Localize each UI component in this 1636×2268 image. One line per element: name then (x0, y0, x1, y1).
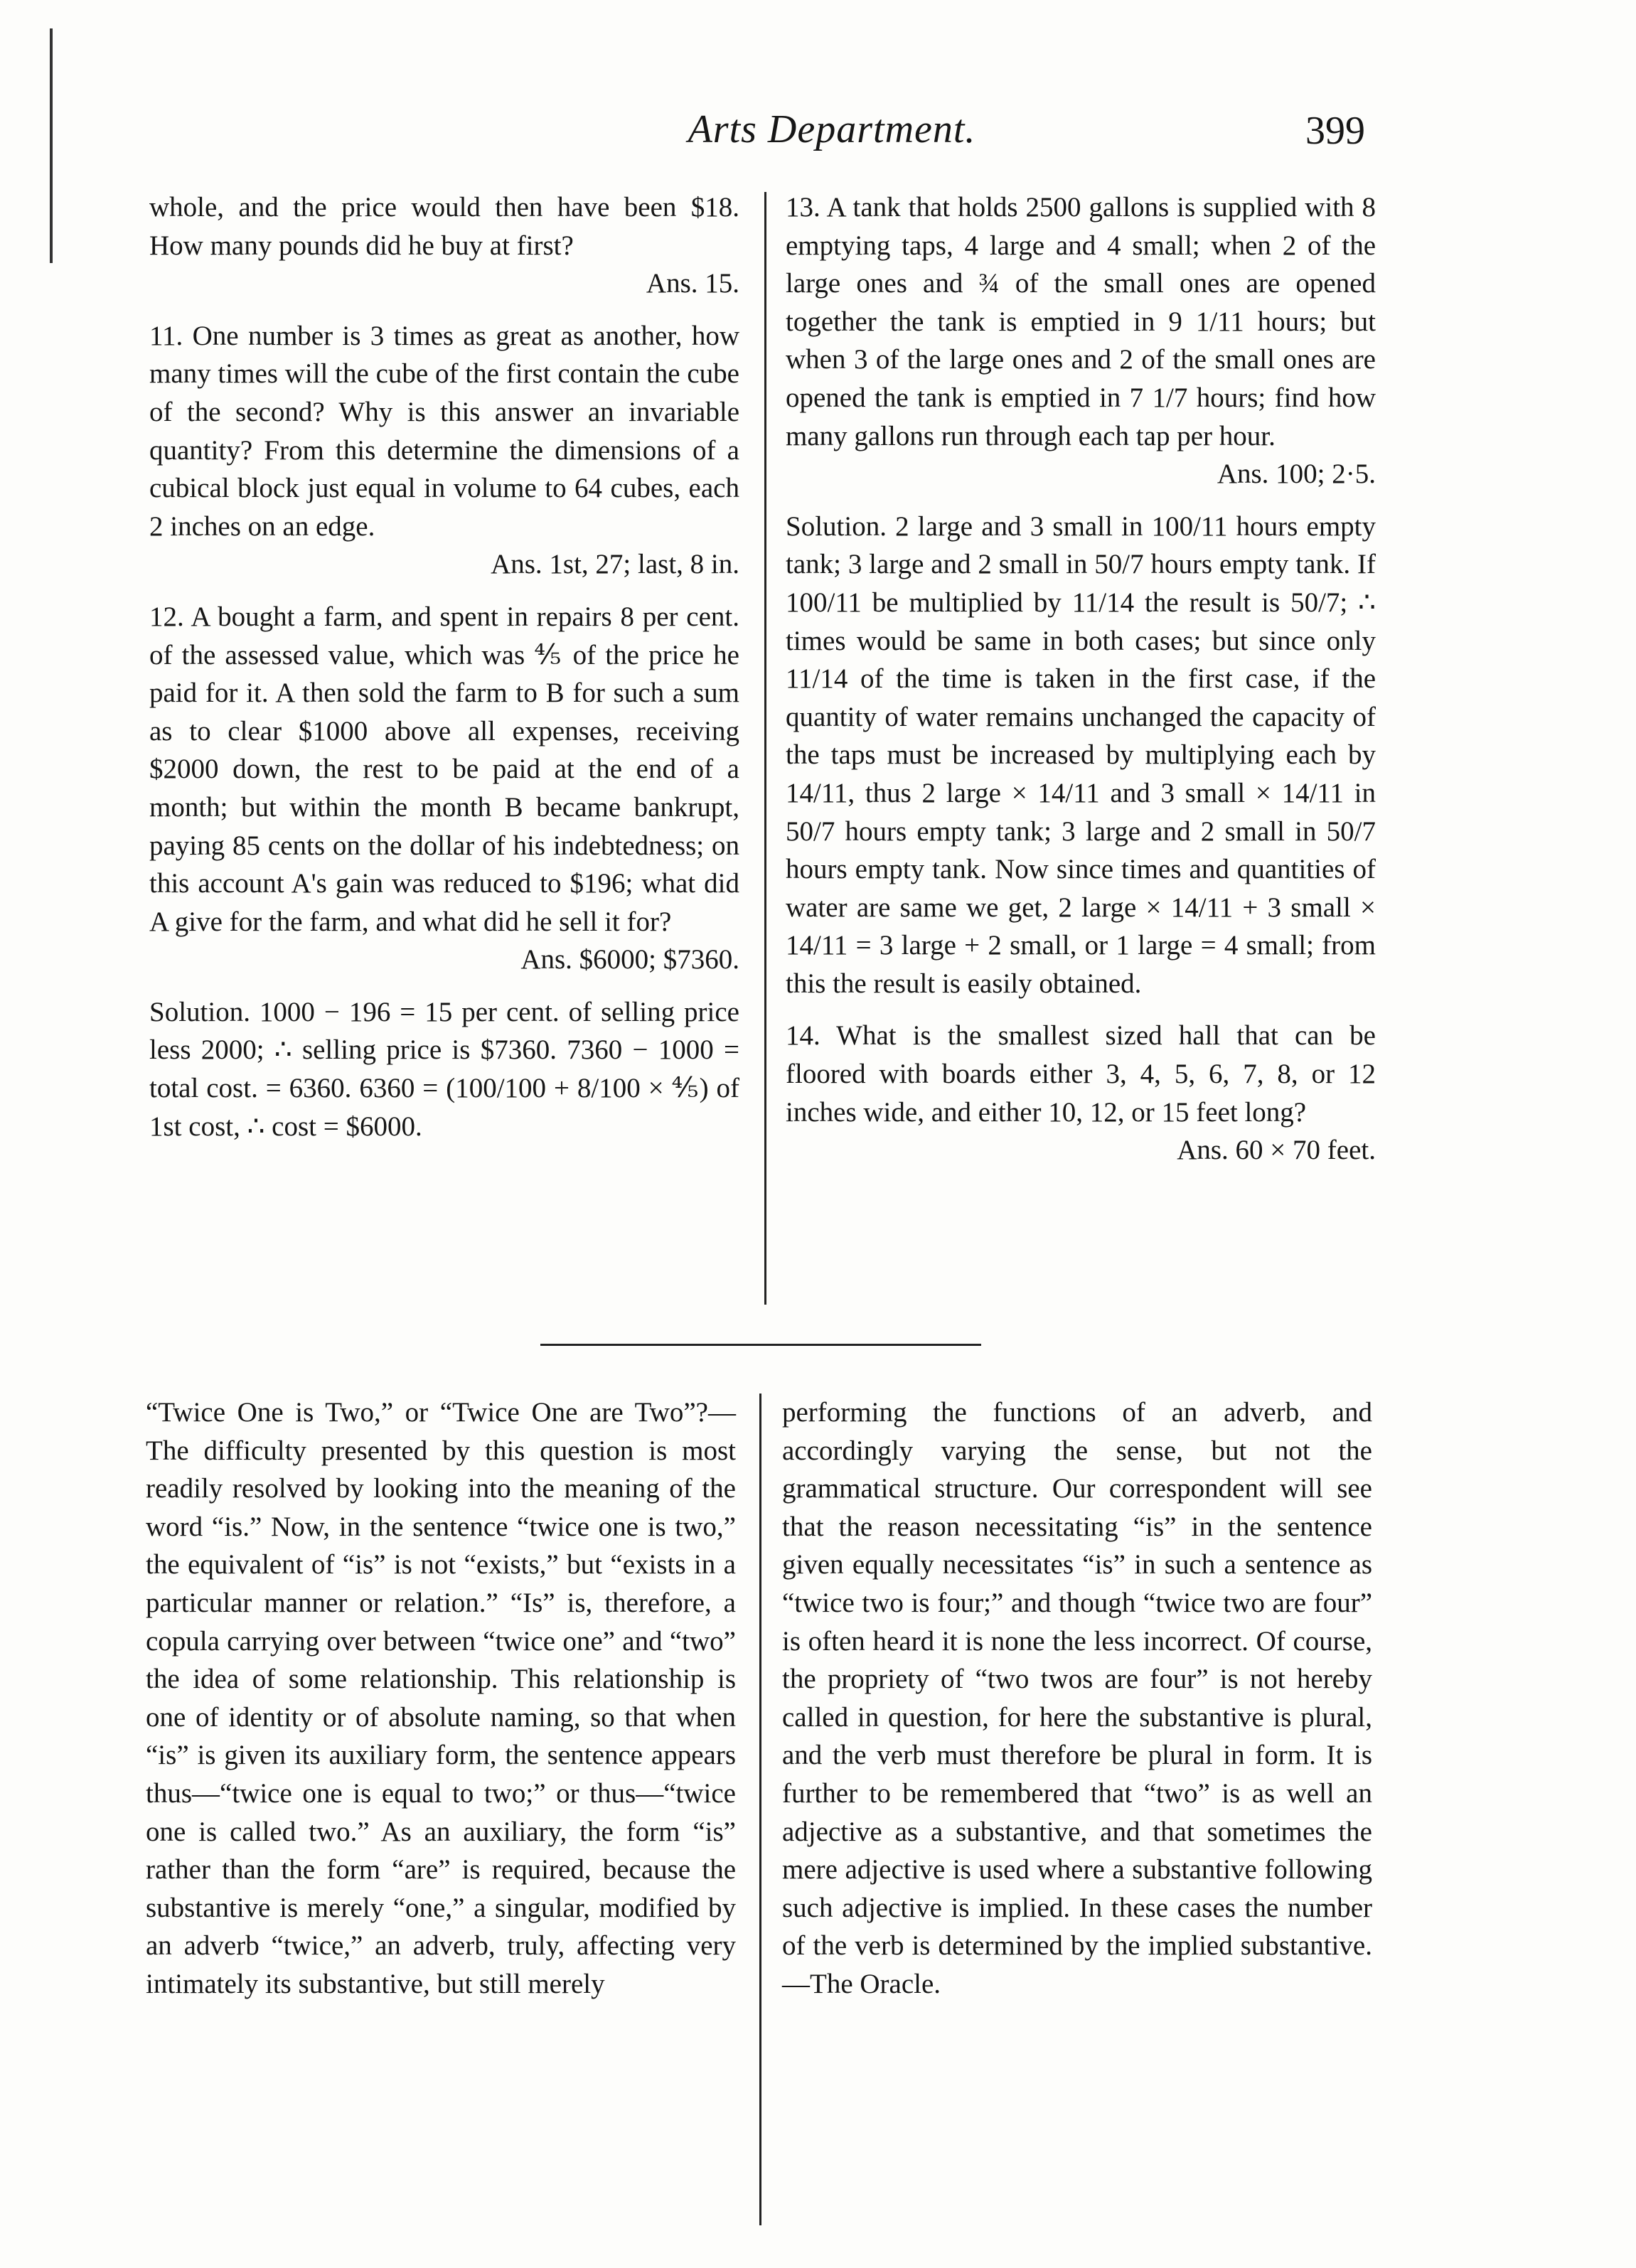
article-part-1: “Twice One is Two,” or “Twice One are Two”?—The difficulty presented by this question is most readily resolved by looking into the meaning of the word “is.” Now, in the sentence “twice one is two,” the equivalent of “is” is not “exists,” but “exists in a particular manner or relation.” “Is” is, therefore, a copula carrying over between “twice one” and “two” the idea of some relationship. This relationship is one of identity or of absolute naming, so that when “is” is given its auxiliary form, the sentence appears thus—“twice one is equal to two;” or thus—“twice one is called two.” As an auxiliary, the form “is” rather than the form “are” is required, because the substantive is merely “one,” a singular, modified by an adverb “twice,” an adverb, truly, affecting very intimately its substantive, but still merely (146, 1397, 736, 1999)
question-13: 13. A tank that holds 2500 gallons is supplied with 8 emptying taps, 4 large and 4 small; when 2 of the large ones and ¾ of the small ones are opened together the tank is emptied in 9 1/11 hours; but when 3 of the large ones and 2 of the small ones are opened the tank is emptied in 7 1/7 hours; find how many gallons run through each tap per hour. (786, 192, 1376, 451)
answer-12: Ans. $6000; $7360. (520, 944, 739, 975)
question-12: 12. A bought a farm, and spent in repairs 8 per cent. of the assessed value, which was ⅘ of the price he paid for it. A then sold the farm to B for such a sum as to clear $1000 above all expenses, receiving $2000 down, the rest to be paid at the end of a month; but within the month B became bankrupt, paying 85 cents on the dollar of his indebtedness; on this account A's gain was reduced to $196; what did A give for the farm, and what did he sell it for? (149, 601, 739, 937)
page-number: 399 (1305, 109, 1365, 153)
continuation-paragraph: whole, and the price would then have been $18. How many pounds did he buy at first? (149, 192, 739, 261)
section-divider (540, 1344, 981, 1346)
column-divider-lower (759, 1394, 761, 2225)
solution-13: Solution. 2 large and 3 small in 100/11 hours empty tank; 3 large and 2 small in 50/7 hours empty tank. If 100/11 be multiplied by 11/14 the result is 50/7; ∴ times would be same in both cases; but since only 11/14 of the time is taken in the first case, if the quantity of water remains unchanged the capacity of the taps must be increased by multiplying each by 14/11, thus 2 large × 14/11 and 3 small × 14/11 in 50/7 hours empty tank; 3 large and 2 small in 50/7 hours empty tank. Now since times and quantities of water are same we get, 2 large × 14/11 + 3 small × 14/11 = 3 large + 2 small, or 1 large = 4 small; from this the result is easily obtained. (786, 510, 1376, 999)
question-14: 14. What is the smallest sized hall that can be floored with boards either 3, 4, 5, 6, 7, 8, or 12 inches wide, and either 10, 12, or 15 feet long? (786, 1020, 1376, 1128)
column-divider-upper (764, 192, 766, 1305)
answer-10: Ans. 15. (646, 268, 739, 299)
running-head: Arts Department. (688, 107, 976, 151)
answer-14: Ans. 60 × 70 feet. (1177, 1135, 1376, 1166)
question-11: 11. One number is 3 times as great as another, how many times will the cube of the first contain the cube of the second? Why is this answer an invariable quantity? From this determine the dimensions of a cubical block just equal in volume to 64 cubes, each 2 inches on an edge. (149, 320, 739, 542)
answer-11: Ans. 1st, 27; last, 8 in. (491, 549, 739, 580)
answer-13: Ans. 100; 2·5. (1217, 459, 1376, 490)
lower-right-column (782, 1394, 1372, 2004)
upper-right-column (786, 188, 1376, 1170)
lower-left-column (146, 1394, 736, 2004)
article-part-2: performing the functions of an adverb, and accordingly varying the sense, but not the grammatical structure. Our correspondent will see that the reason necessitating “is” in the sentence given equally necessitates “is” in such a sentence as “twice two is four;” and though “twice two are four” is often heard it is none the less incorrect. Of course, the propriety of “two twos are four” is not hereby called in question, for here the substantive is plural, and the verb must therefore be plural in form. It is further to be remembered that “two” is as well an adjective as a substantive, and that sometimes the mere adjective is used where a substantive following such adjective is implied. In these cases the number of the verb is determined by the implied substantive.—The Oracle. (782, 1397, 1372, 1999)
margin-line (50, 28, 53, 263)
upper-left-column (149, 188, 739, 1145)
page-header (149, 107, 1379, 171)
solution-12: Solution. 1000 − 196 = 15 per cent. of selling price less 2000; ∴ selling price is $7360. 7360 − 1000 = total cost. = 6360. 6360 = (100/100 + 8/100 × ⅘) of 1st cost, ∴ cost = $6000. (149, 996, 739, 1142)
